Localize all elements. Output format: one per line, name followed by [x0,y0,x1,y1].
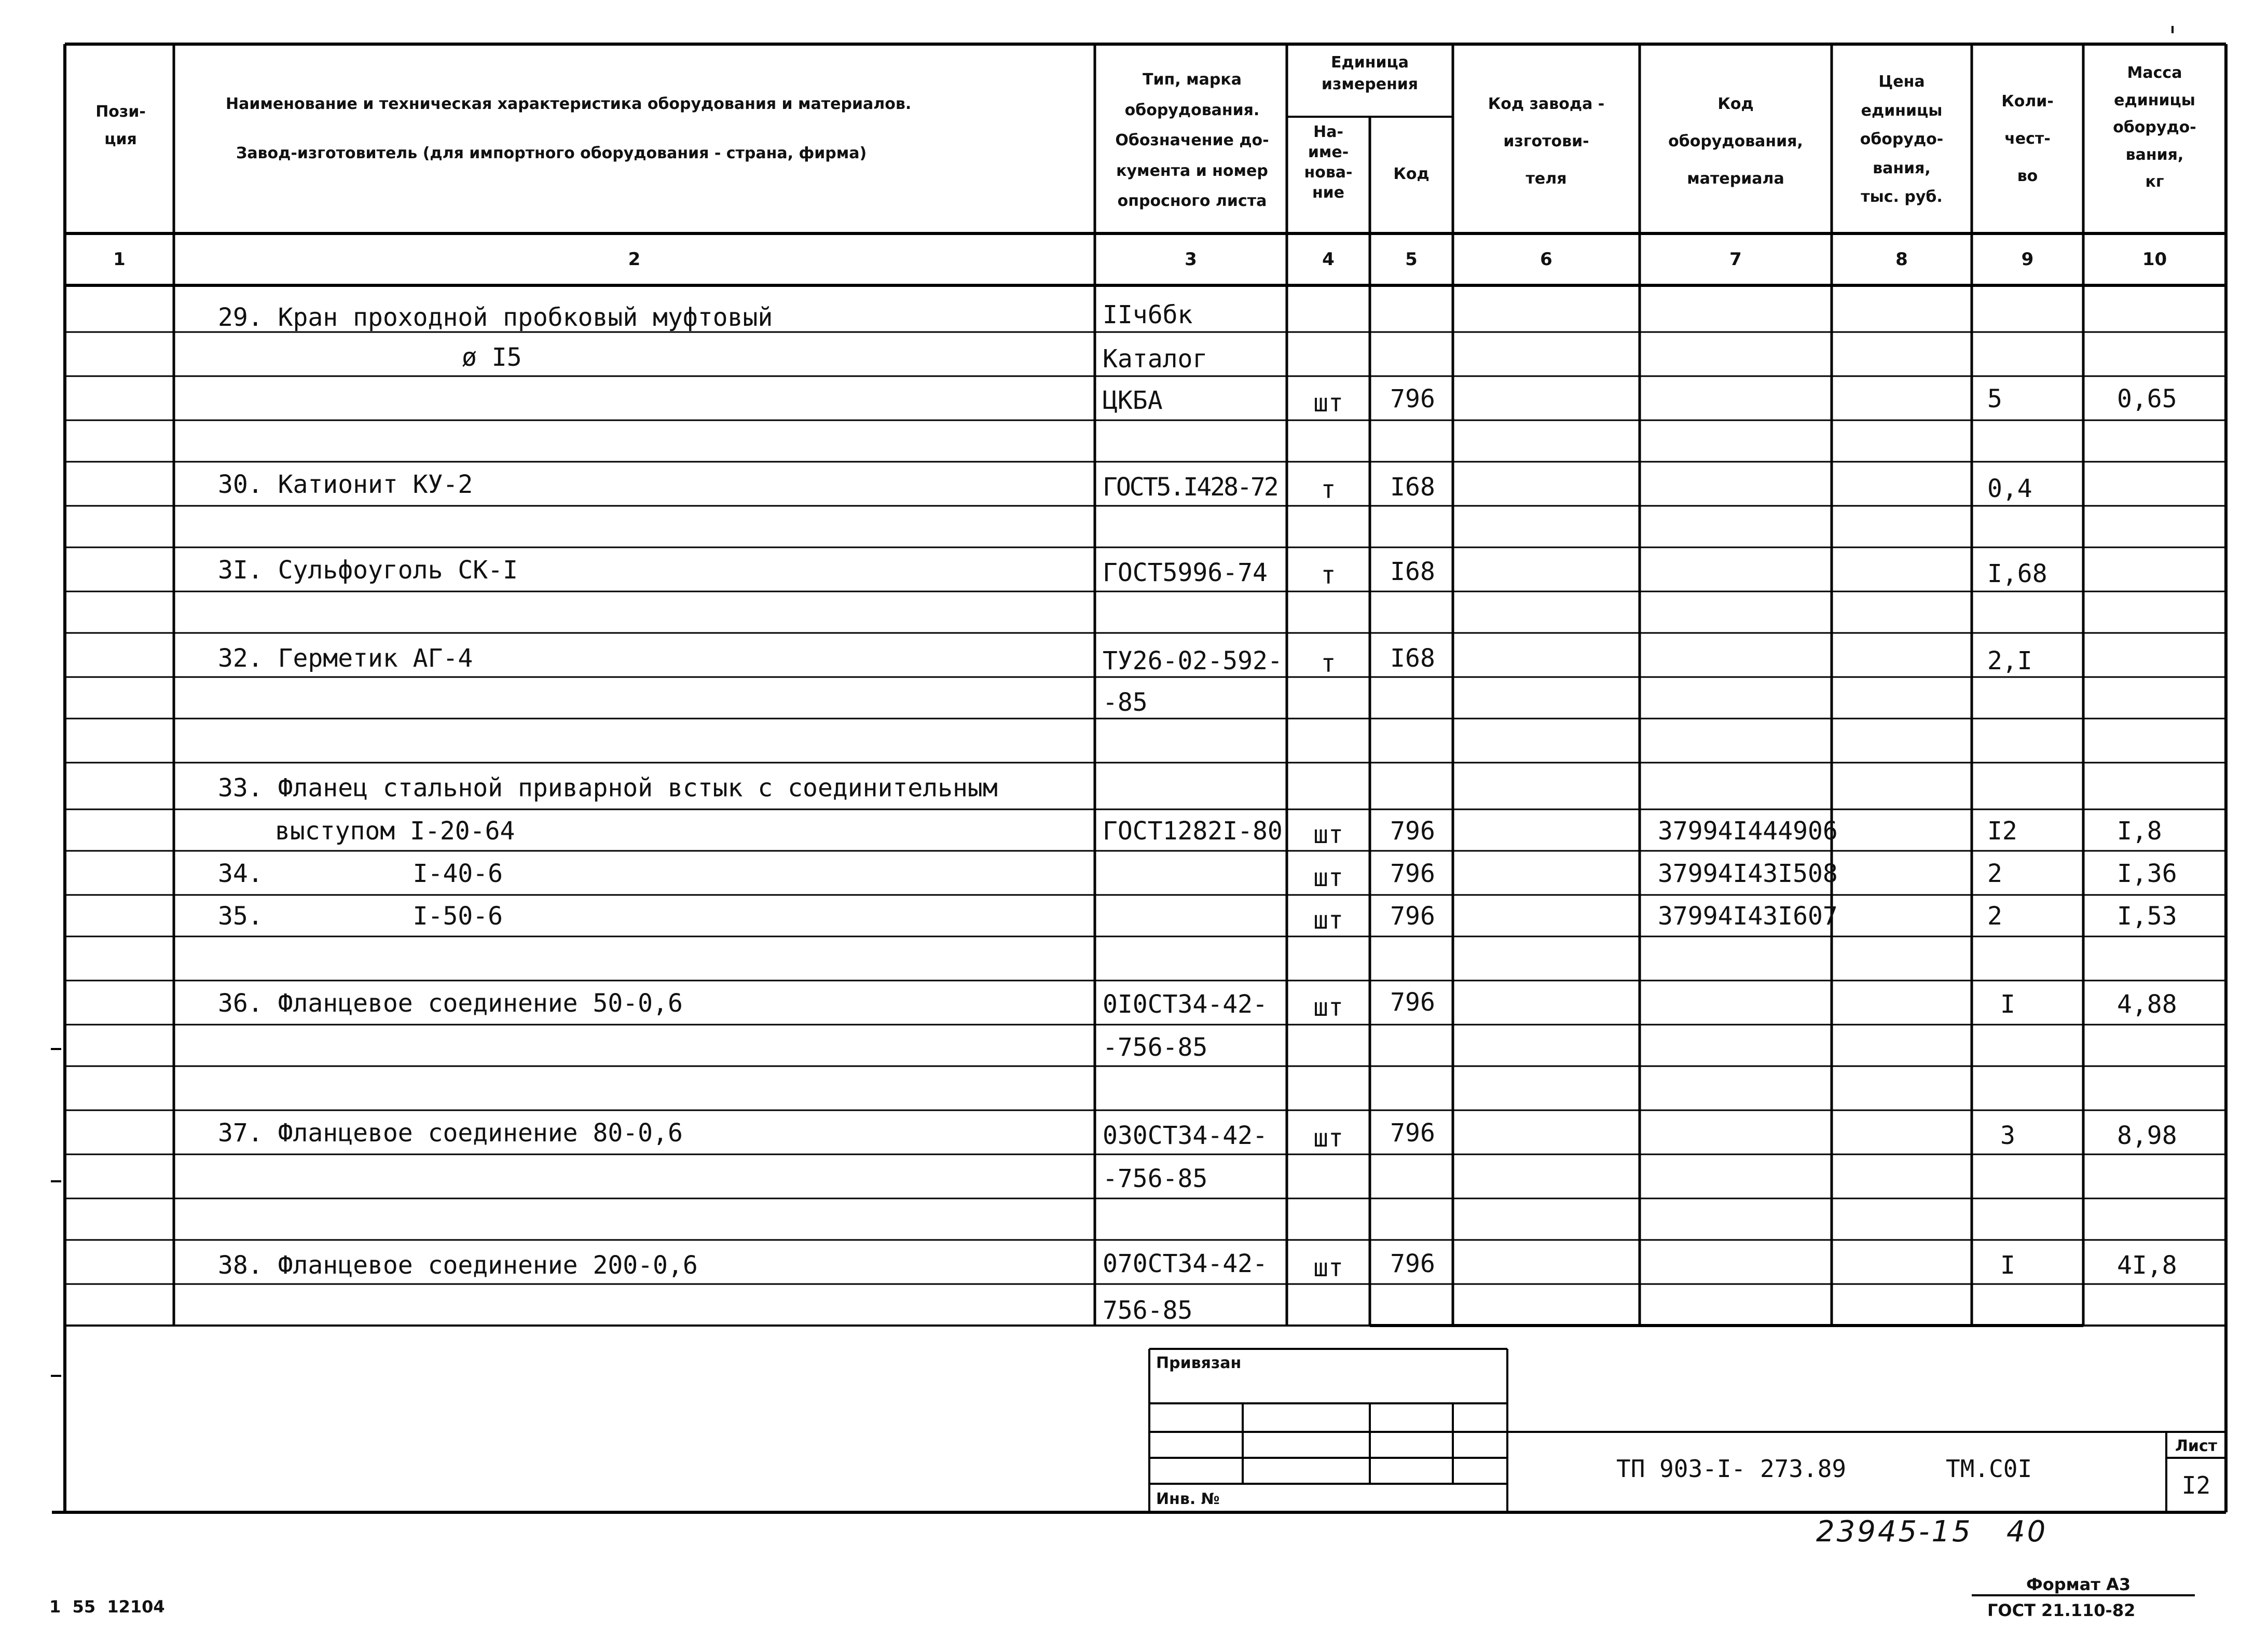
column-number: 6 [1540,249,1552,270]
margin-mark [51,1180,61,1182]
header-unit-group: Единица измерения [1321,53,1419,93]
item-mass: 0,65 [2117,384,2177,413]
item-name: 29. Кран проходной пробковый муфтовый [218,303,773,332]
item-unit: шт [1313,1124,1343,1153]
item-unit-code: 796 [1390,988,1435,1017]
sheet-number: I2 [2181,1471,2211,1499]
sheet-label: Лист [2175,1437,2218,1455]
item-type: IIч6бк [1103,300,1193,329]
item-unit-code: I68 [1390,644,1435,673]
item-unit: шт [1313,1253,1343,1282]
item-unit-code: I68 [1390,557,1435,586]
item-mass: I,8 [2117,817,2162,846]
item-material-code: 37994I43I508 [1658,859,1838,888]
item-type: -756-85 [1103,1033,1208,1062]
column-number: 8 [1895,249,1908,270]
corner-mark [2171,26,2174,33]
margin-mark [51,1375,61,1377]
footer-standard: ГОСТ 21.110-82 [1987,1600,2136,1620]
column-number: 3 [1185,249,1197,270]
column-number: 4 [1322,249,1335,270]
item-unit-code: 796 [1390,859,1435,888]
title-block-lines [1149,1349,2226,1512]
item-unit: шт [1313,389,1343,418]
item-material-code: 37994I43I607 [1658,902,1838,931]
item-material-code: 37994I444906 [1658,817,1838,846]
item-unit: т [1321,475,1336,504]
item-quantity: 0,4 [1987,474,2032,503]
column-number: 2 [628,249,641,270]
item-unit-code: 796 [1390,384,1435,413]
header-name-line2: Завод-изготовитель (для импортного оборудования - страна, фирма) [236,144,867,162]
item-unit: шт [1313,820,1343,849]
item-name: 33. Фланец стальной приварной встык с соединительным [218,774,998,803]
item-type: 756-85 [1103,1296,1193,1325]
item-unit: т [1321,561,1336,590]
item-unit-code: 796 [1390,902,1435,931]
header-quantity: Коли- чест- во [2001,92,2054,185]
item-type: ЦКБА [1103,386,1163,415]
item-unit-code: 796 [1390,1119,1435,1148]
item-type: -756-85 [1103,1164,1208,1193]
header-price: Цена единицы оборудо- вания, тыс. руб. [1860,73,1944,206]
item-mass: 8,98 [2117,1121,2177,1150]
item-name: 35. I-50-6 [218,902,503,931]
stamp-bound-label: Привязан [1156,1354,1242,1372]
item-unit: шт [1313,863,1343,892]
item-type: 030СТ34-42- [1103,1121,1268,1150]
item-unit: т [1321,649,1336,678]
column-number: 7 [1729,249,1742,270]
document-number: ТП 903-I- 273.89 [1616,1455,1847,1483]
item-name: 37. Фланцевое соединение 80-0,6 [218,1119,683,1148]
item-unit-code: 796 [1390,1249,1435,1278]
item-type: ГОСТ5996-74 [1103,558,1268,587]
item-name: ø I5 [462,343,522,372]
header-type: Тип, марка оборудования. Обозначение до- кумента и номер опросного листа [1115,71,1269,210]
item-name: 3I. Сульфоуголь СК-I [218,556,518,585]
item-unit: шт [1313,993,1343,1022]
item-mass: 4,88 [2117,990,2177,1019]
item-quantity: I [2000,990,2015,1019]
item-quantity: 3 [2000,1121,2015,1150]
item-name: 32. Герметик АГ-4 [218,644,473,673]
item-type: 0I0СТ34-42- [1103,990,1268,1019]
item-type: ГОСТ1282I-80 [1103,817,1283,846]
header-unit-code: Код [1393,165,1429,183]
header-unit-name: На- име- нова- ние [1304,123,1353,202]
item-name: 36. Фланцевое соединение 50-0,6 [218,989,683,1018]
item-mass: I,36 [2117,859,2177,888]
item-unit-code: I68 [1390,473,1435,502]
column-number: 9 [2021,249,2034,270]
item-type: ГОСТ5.I428-72 [1103,473,1277,502]
item-quantity: 2 [1987,902,2002,931]
item-name: 30. Катионит КУ-2 [218,470,473,499]
item-quantity: 5 [1987,384,2002,413]
column-number: 5 [1405,249,1418,270]
header-material-code: Код оборудования, материала [1668,95,1803,188]
item-quantity: I,68 [1987,559,2047,588]
document-suffix: ТМ.С0I [1946,1455,2032,1483]
item-mass: 4I,8 [2117,1251,2177,1280]
item-name: 34. I-40-6 [218,859,503,888]
header-position: Пози- ция [95,103,146,148]
stamp-inv-label: Инв. № [1156,1490,1220,1508]
margin-mark [51,1048,61,1050]
item-type: -85 [1103,688,1148,717]
item-quantity: I2 [1987,817,2017,846]
item-type: ТУ26-02-592- [1103,646,1283,675]
item-quantity: I [2000,1251,2015,1280]
item-unit: шт [1313,906,1343,935]
item-type: Каталог [1103,344,1208,374]
item-quantity: 2 [1987,859,2002,888]
item-name: выступом I-20-64 [275,817,515,846]
column-number: 10 [2142,249,2167,270]
handwritten-number: 23945-15 40 [1816,1515,2048,1549]
item-name: 38. Фланцевое соединение 200-0,6 [218,1251,698,1280]
item-quantity: 2,I [1987,646,2032,675]
column-number: 1 [113,249,126,270]
item-mass: I,53 [2117,902,2177,931]
footer-left-code: 1 55 12104 [49,1597,165,1617]
header-maker-code: Код завода - изготови- теля [1488,95,1605,188]
item-type: 070СТ34-42- [1103,1249,1268,1278]
footer-format: Формат А3 [2026,1575,2131,1594]
header-mass: Масса единицы оборудо- вания, кг [2113,64,2196,191]
header-name-line1: Наименование и техническая характеристика оборудования и материалов. [226,95,912,113]
item-unit-code: 796 [1390,817,1435,846]
